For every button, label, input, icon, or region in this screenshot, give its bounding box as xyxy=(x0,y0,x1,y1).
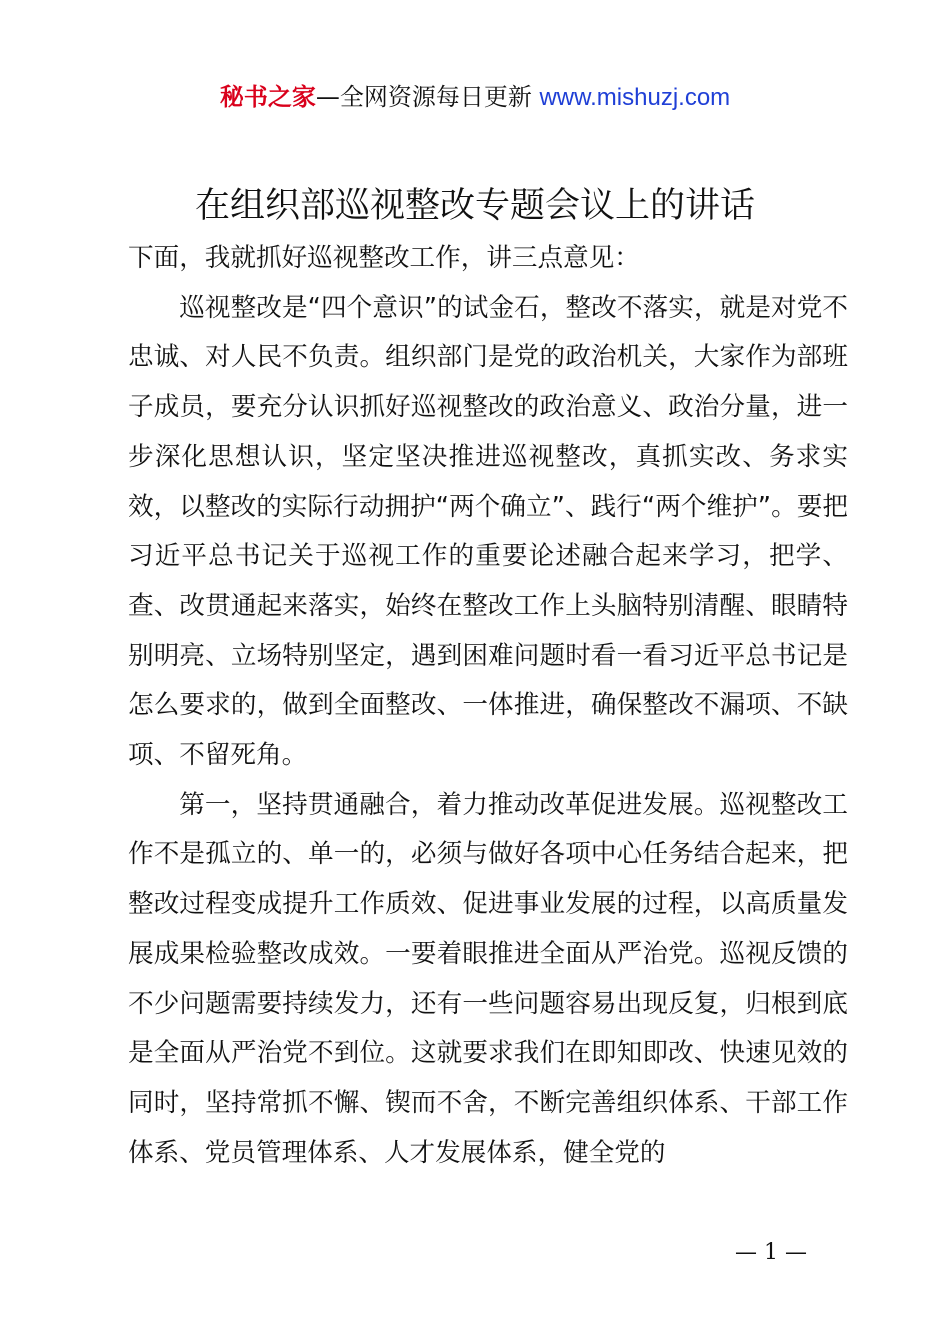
paragraph: 第一，坚持贯通融合，着力推动改革促进发展。巡视整改工作不是孤立的、单一的，必须与做好各项中心任务结合起来，把整改过程变成提升工作质效、促进事业发展的过程，以高质量发展成果检验整改成效。一要着眼推进全面从严治党。巡视反馈的不少问题需要持续发力，还有一些问题容易出现反复，归根到底是全面从严治党不到位。这就要求我们在即知即改、快速见效的同时，坚持常抓不懈、锲而不舍，不断完善组织体系、干部工作体系、党员管理体系、人才发展体系，健全党的 xyxy=(128,789,848,1168)
paragraph-intro: 下面，我就抓好巡视整改工作，讲三点意见： xyxy=(128,243,640,273)
document-body xyxy=(128,234,848,1178)
document-title: 在组织部巡视整改专题会议上的讲话 xyxy=(194,186,755,226)
page-number: — 1 — xyxy=(735,1240,807,1265)
header-tagline: —全网资源每日更新 xyxy=(315,83,540,111)
paragraph: 巡视整改是“四个意识”的试金石，整改不落实，就是对党不忠诚、对人民不负责。组织部门是党的政治机关，大家作为部班子成员，要充分认识抓好巡视整改的政治意义、政治分量，进一步深化思想认识，坚定坚决推进巡视整改，真抓实改、务求实效，以整改的实际行动拥护“两个确立”、践行“两个维护”。要把习近平总书记关于巡视工作的重要论述融合起来学习，把学、查、改贯通起来落实，始终在整改工作上头脑特别清醒、眼睛特别明亮、立场特别坚定，遇到困难问题时看一看习近平总书记是怎么要求的，做到全面整改、一体推进，确保整改不漏项、不缺项、不留死角。 xyxy=(128,292,848,771)
brand-name: 秘书之家 xyxy=(219,83,316,111)
site-header xyxy=(0,80,950,115)
site-url-link[interactable]: www.mishuzj.com xyxy=(539,84,731,111)
